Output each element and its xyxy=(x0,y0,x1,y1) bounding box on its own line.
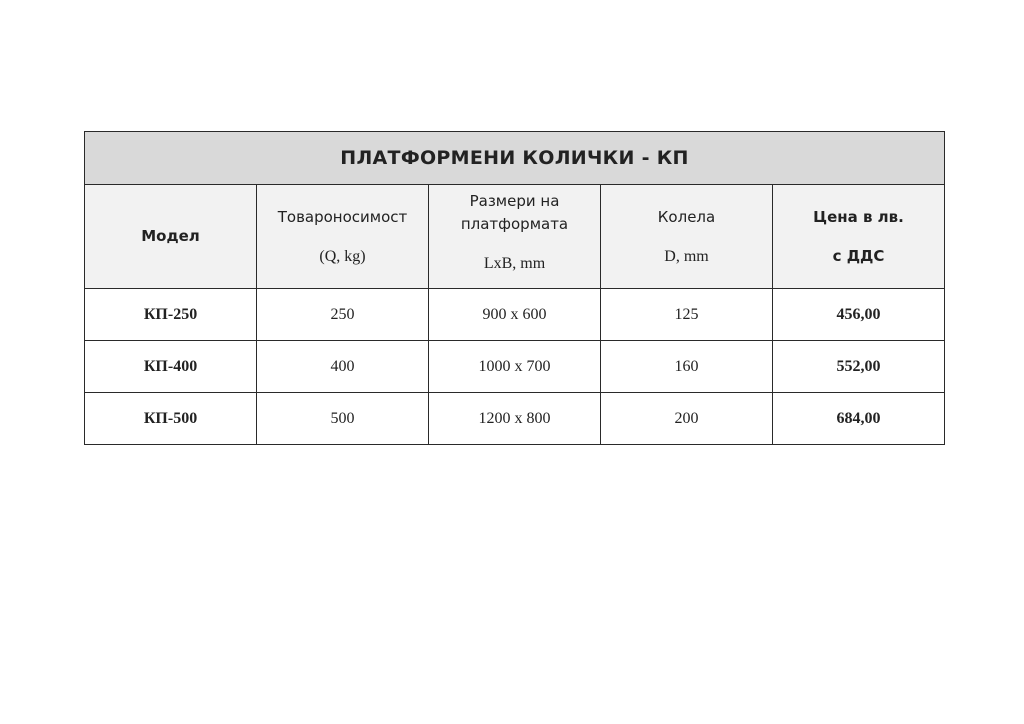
table-row xyxy=(85,393,945,445)
header-price-vat: с ДДС xyxy=(832,246,885,265)
header-platform-label-line1: Размери на xyxy=(469,192,560,210)
header-model xyxy=(85,185,257,289)
header-wheels xyxy=(601,185,773,289)
cell-wheels: 125 xyxy=(601,289,773,341)
header-price-label: Цена в лв. xyxy=(813,207,904,226)
cell-model: КП-500 xyxy=(85,393,257,445)
header-platform xyxy=(429,185,601,289)
cell-platform: 1000 x 700 xyxy=(429,341,601,393)
header-model-label: Модел xyxy=(141,227,200,245)
table-title: ПЛАТФОРМЕНИ КОЛИЧКИ - КП xyxy=(85,132,945,185)
cell-capacity: 250 xyxy=(257,289,429,341)
cell-capacity: 400 xyxy=(257,341,429,393)
header-platform-label-line2: платформата xyxy=(460,215,569,233)
header-wheels-unit: D, mm xyxy=(664,247,709,265)
cell-wheels: 200 xyxy=(601,393,773,445)
header-price xyxy=(773,185,945,289)
cell-wheels: 160 xyxy=(601,341,773,393)
header-wheels-label: Колела xyxy=(657,207,716,226)
table-row xyxy=(85,341,945,393)
header-capacity-unit: (Q, kg) xyxy=(319,247,366,265)
cell-capacity: 500 xyxy=(257,393,429,445)
cell-model: КП-250 xyxy=(85,289,257,341)
cell-platform: 1200 x 800 xyxy=(429,393,601,445)
cell-price: 684,00 xyxy=(773,393,945,445)
cell-platform: 900 x 600 xyxy=(429,289,601,341)
header-platform-unit: LxB, mm xyxy=(483,255,546,272)
header-capacity-label: Товароносимост xyxy=(277,207,408,226)
cell-price: 456,00 xyxy=(773,289,945,341)
table-header-row xyxy=(85,185,945,289)
table-row xyxy=(85,289,945,341)
cell-model: КП-400 xyxy=(85,341,257,393)
price-table xyxy=(84,131,945,445)
table-title-row xyxy=(85,132,945,185)
cell-price: 552,00 xyxy=(773,341,945,393)
header-capacity xyxy=(257,185,429,289)
